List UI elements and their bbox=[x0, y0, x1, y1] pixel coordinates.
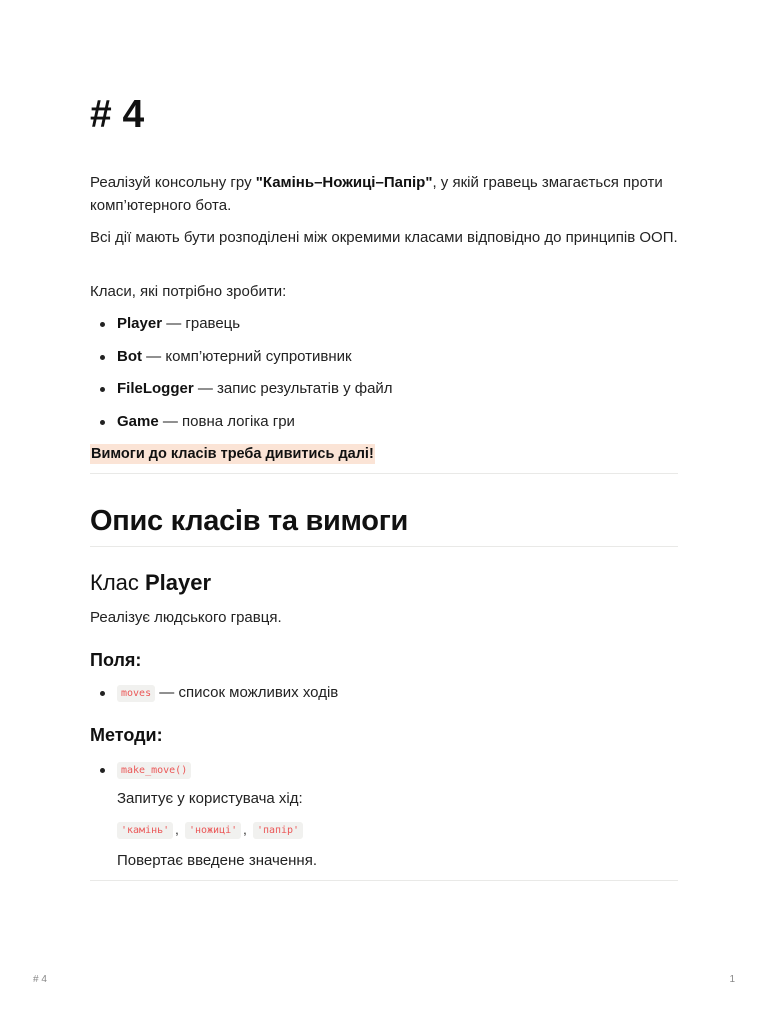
option-code: 'ножиці' bbox=[185, 822, 241, 839]
list-item bbox=[90, 377, 393, 410]
game-name: "Камінь–Ножиці–Папір" bbox=[255, 174, 433, 191]
separator: , bbox=[243, 822, 247, 837]
heading-prefix: Клас bbox=[90, 570, 145, 595]
method-line-return: Повертає введене значення. bbox=[117, 852, 318, 869]
class-desc: — повна логіка гри bbox=[158, 412, 295, 430]
footer-title: # 4 bbox=[33, 974, 47, 985]
classes-intro: Класи, які потрібно зробити: bbox=[90, 283, 287, 300]
requirements-warning: Вимоги до класів треба дивитись далі! bbox=[91, 446, 374, 462]
page-title: # 4 bbox=[90, 93, 145, 136]
class-desc: — гравець bbox=[162, 315, 241, 332]
intro-paragraph bbox=[90, 171, 678, 217]
list-item bbox=[90, 312, 393, 345]
section-heading: Опис класів та вимоги bbox=[90, 505, 409, 537]
intro-text-after: , у якій гравець змагається проти комп’ютерного бота. bbox=[90, 174, 663, 214]
class-desc: — комп’ютерний супротивник bbox=[142, 347, 352, 365]
option-code: 'камінь' bbox=[117, 822, 173, 839]
field-item bbox=[90, 681, 338, 704]
method-line-ask: Запитує у користувача хід: bbox=[117, 790, 303, 807]
class-name: Game bbox=[117, 412, 159, 430]
separator: , bbox=[175, 822, 179, 837]
intro-text-before: Реалізуй консольну гру bbox=[90, 174, 256, 191]
list-item bbox=[90, 345, 393, 378]
move-options bbox=[117, 818, 303, 841]
player-description: Реалізує людського гравця. bbox=[90, 609, 282, 626]
class-name: Player bbox=[117, 315, 163, 332]
fields-heading: Поля: bbox=[90, 650, 142, 670]
list-item bbox=[90, 410, 393, 443]
class-desc: — запис результатів у файл bbox=[193, 380, 393, 397]
methods-heading: Методи: bbox=[90, 725, 163, 745]
class-player-heading bbox=[90, 568, 211, 598]
divider bbox=[90, 546, 678, 547]
page-number: 1 bbox=[729, 974, 735, 985]
method-item bbox=[90, 758, 191, 781]
divider bbox=[90, 880, 678, 881]
class-name: FileLogger bbox=[117, 380, 194, 397]
divider bbox=[90, 473, 678, 474]
option-code: 'папір' bbox=[253, 822, 303, 839]
class-name: Bot bbox=[117, 347, 142, 365]
oop-paragraph: Всі дії мають бути розподілені між окремими класами відповідно до принципів ООП. bbox=[90, 229, 678, 246]
method-code: make_move() bbox=[117, 762, 191, 779]
field-desc: — список можливих ходів bbox=[155, 684, 339, 701]
heading-class-name: Player bbox=[145, 570, 212, 595]
field-code: moves bbox=[117, 685, 155, 702]
classes-list bbox=[90, 312, 393, 442]
